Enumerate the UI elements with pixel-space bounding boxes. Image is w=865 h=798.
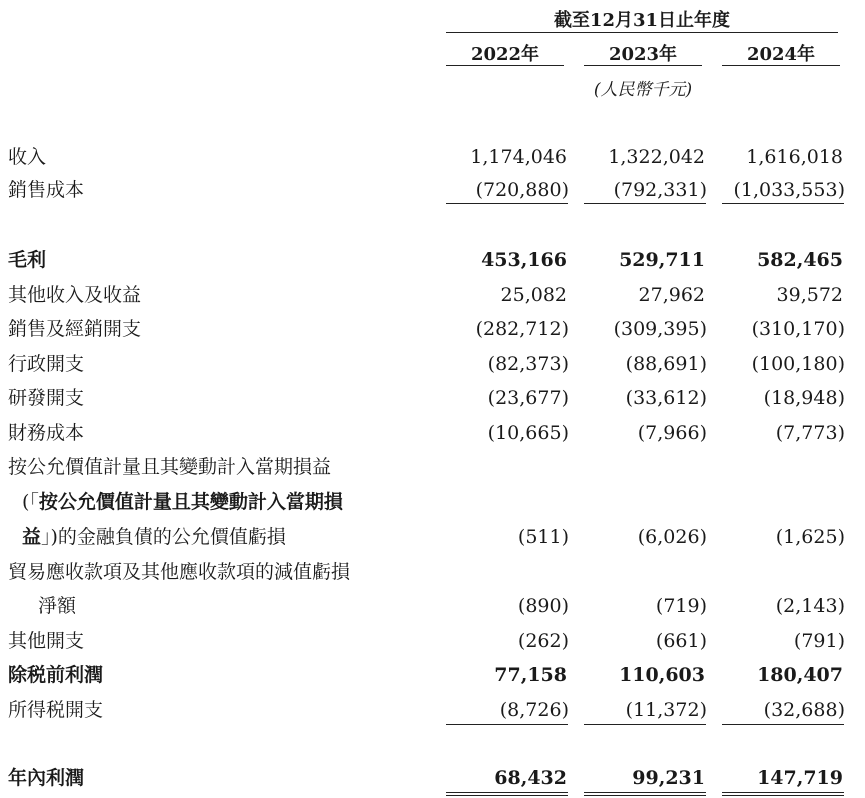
row-label: 其他收入及收益 <box>8 284 142 306</box>
value-2023: ( 33,612 ) <box>626 381 707 415</box>
row-cost-of-sales <box>0 173 865 207</box>
value-2023: 529,711 <box>619 249 705 271</box>
total-double-rule-2024 <box>722 792 844 796</box>
value-2023: ( 11,372 ) <box>626 693 707 727</box>
value-2022: ( 282,712 ) <box>476 312 569 346</box>
row-impairment-line1 <box>0 555 865 589</box>
row-label: 年內利潤 <box>8 767 85 789</box>
currency-unit: (人民幣千元) <box>593 80 693 100</box>
row-admin-expenses <box>0 347 865 381</box>
value-2023: 1,322,042 <box>608 146 705 168</box>
value-2024: ( 2,143 ) <box>776 589 845 623</box>
year-header-rule-2022 <box>446 65 564 66</box>
subtotal-rule-2023 <box>584 724 706 725</box>
year-header-rule-2023 <box>584 65 702 66</box>
period-title-rule <box>446 32 838 33</box>
total-double-rule-2022 <box>446 792 568 796</box>
value-2024: ( 100,180 ) <box>752 347 845 381</box>
value-2022: ( 890 ) <box>518 589 569 623</box>
subtotal-rule-2024 <box>722 724 844 725</box>
year-header-2024: 2024年 <box>746 44 816 65</box>
value-2024: ( 7,773 ) <box>776 416 845 450</box>
value-2024: 1,616,018 <box>746 146 843 168</box>
value-2024: ( 1,625 ) <box>776 520 845 554</box>
year-header-2022: 2022年 <box>470 44 540 65</box>
row-label-line2: 淨額 <box>38 595 77 617</box>
row-rnd-expenses <box>0 381 865 415</box>
subtotal-rule-2022 <box>446 203 568 204</box>
year-header-rule-2024 <box>722 65 840 66</box>
value-2023: 99,231 <box>632 767 705 789</box>
value-2022: 68,432 <box>494 767 567 789</box>
value-2024: ( 32,688 ) <box>764 693 845 727</box>
row-revenue <box>0 140 865 174</box>
row-income-tax <box>0 693 865 727</box>
value-2024: 147,719 <box>757 767 843 789</box>
row-label: 毛利 <box>8 249 47 271</box>
row-other-income <box>0 278 865 312</box>
value-2022: 25,082 <box>500 284 567 306</box>
value-2023: ( 719 ) <box>656 589 707 623</box>
value-2024: ( 310,170 ) <box>752 312 845 346</box>
value-2024: 180,407 <box>757 664 843 686</box>
value-2022: 77,158 <box>494 664 567 686</box>
value-2024: ( 791 ) <box>794 624 845 658</box>
row-label-line1: 貿易應收款項及其他應收款項的減值虧損 <box>8 561 351 583</box>
row-impairment-line2 <box>0 589 865 623</box>
row-profit-before-tax <box>0 658 865 692</box>
row-profit-for-year <box>0 761 865 795</box>
row-label: 其他開支 <box>8 630 85 652</box>
value-2023: 110,603 <box>619 664 705 686</box>
value-2022: 1,174,046 <box>470 146 567 168</box>
row-finance-costs <box>0 416 865 450</box>
subtotal-rule-2022 <box>446 724 568 725</box>
value-2023: ( 792,331 ) <box>614 173 707 207</box>
value-2023: ( 309,395 ) <box>614 312 707 346</box>
value-2023: ( 88,691 ) <box>626 347 707 381</box>
row-label: 銷售及經銷開支 <box>8 318 142 340</box>
row-fvtpl-line2 <box>0 485 865 519</box>
period-title: 截至12月31日止年度 <box>553 10 731 31</box>
value-2022: ( 262 ) <box>518 624 569 658</box>
value-2022: ( 720,880 ) <box>476 173 569 207</box>
subtotal-rule-2023 <box>584 203 706 204</box>
value-2022: ( 511 ) <box>518 520 569 554</box>
value-2022: 453,166 <box>481 249 567 271</box>
row-label: 收入 <box>8 146 47 168</box>
total-double-rule-2023 <box>584 792 706 796</box>
value-2023: ( 661 ) <box>656 624 707 658</box>
row-label-line3 <box>22 520 286 554</box>
row-label: 除税前利潤 <box>8 664 104 686</box>
row-other-expenses <box>0 624 865 658</box>
row-label-line3-bold: 益 <box>22 526 42 548</box>
value-2024: ( 1,033,553 ) <box>733 173 845 207</box>
row-fvtpl-line3 <box>0 520 865 554</box>
value-2024: 39,572 <box>776 284 843 306</box>
value-2023: 27,962 <box>638 284 705 306</box>
row-label: 財務成本 <box>8 422 85 444</box>
row-gross-profit <box>0 243 865 277</box>
subtotal-rule-2024 <box>722 203 844 204</box>
row-fvtpl-line1 <box>0 450 865 484</box>
row-label: 銷售成本 <box>8 179 85 201</box>
row-label: 所得税開支 <box>8 699 104 721</box>
value-2022: ( 8,726 ) <box>500 693 569 727</box>
value-2022: ( 10,665 ) <box>488 416 569 450</box>
row-label-line1: 按公允價值計量且其變動計入當期損益 <box>8 456 332 478</box>
value-2024: ( 18,948 ) <box>764 381 845 415</box>
row-label-line2-bold: 按公允價值計量且其變動計入當期損 <box>38 491 343 513</box>
row-label-line3-rest: 」)的金融負債的公允價值虧損 <box>41 526 286 548</box>
value-2024: 582,465 <box>757 249 843 271</box>
row-label: 研發開支 <box>8 387 85 409</box>
value-2022: ( 82,373 ) <box>488 347 569 381</box>
row-selling-expenses <box>0 312 865 346</box>
value-2022: ( 23,677 ) <box>488 381 569 415</box>
year-header-2023: 2023年 <box>608 44 678 65</box>
value-2023: ( 7,966 ) <box>638 416 707 450</box>
row-label-line2: (「按公允價值計量且其變動計入當期損 <box>22 491 343 513</box>
row-label: 行政開支 <box>8 353 85 375</box>
value-2023: ( 6,026 ) <box>638 520 707 554</box>
